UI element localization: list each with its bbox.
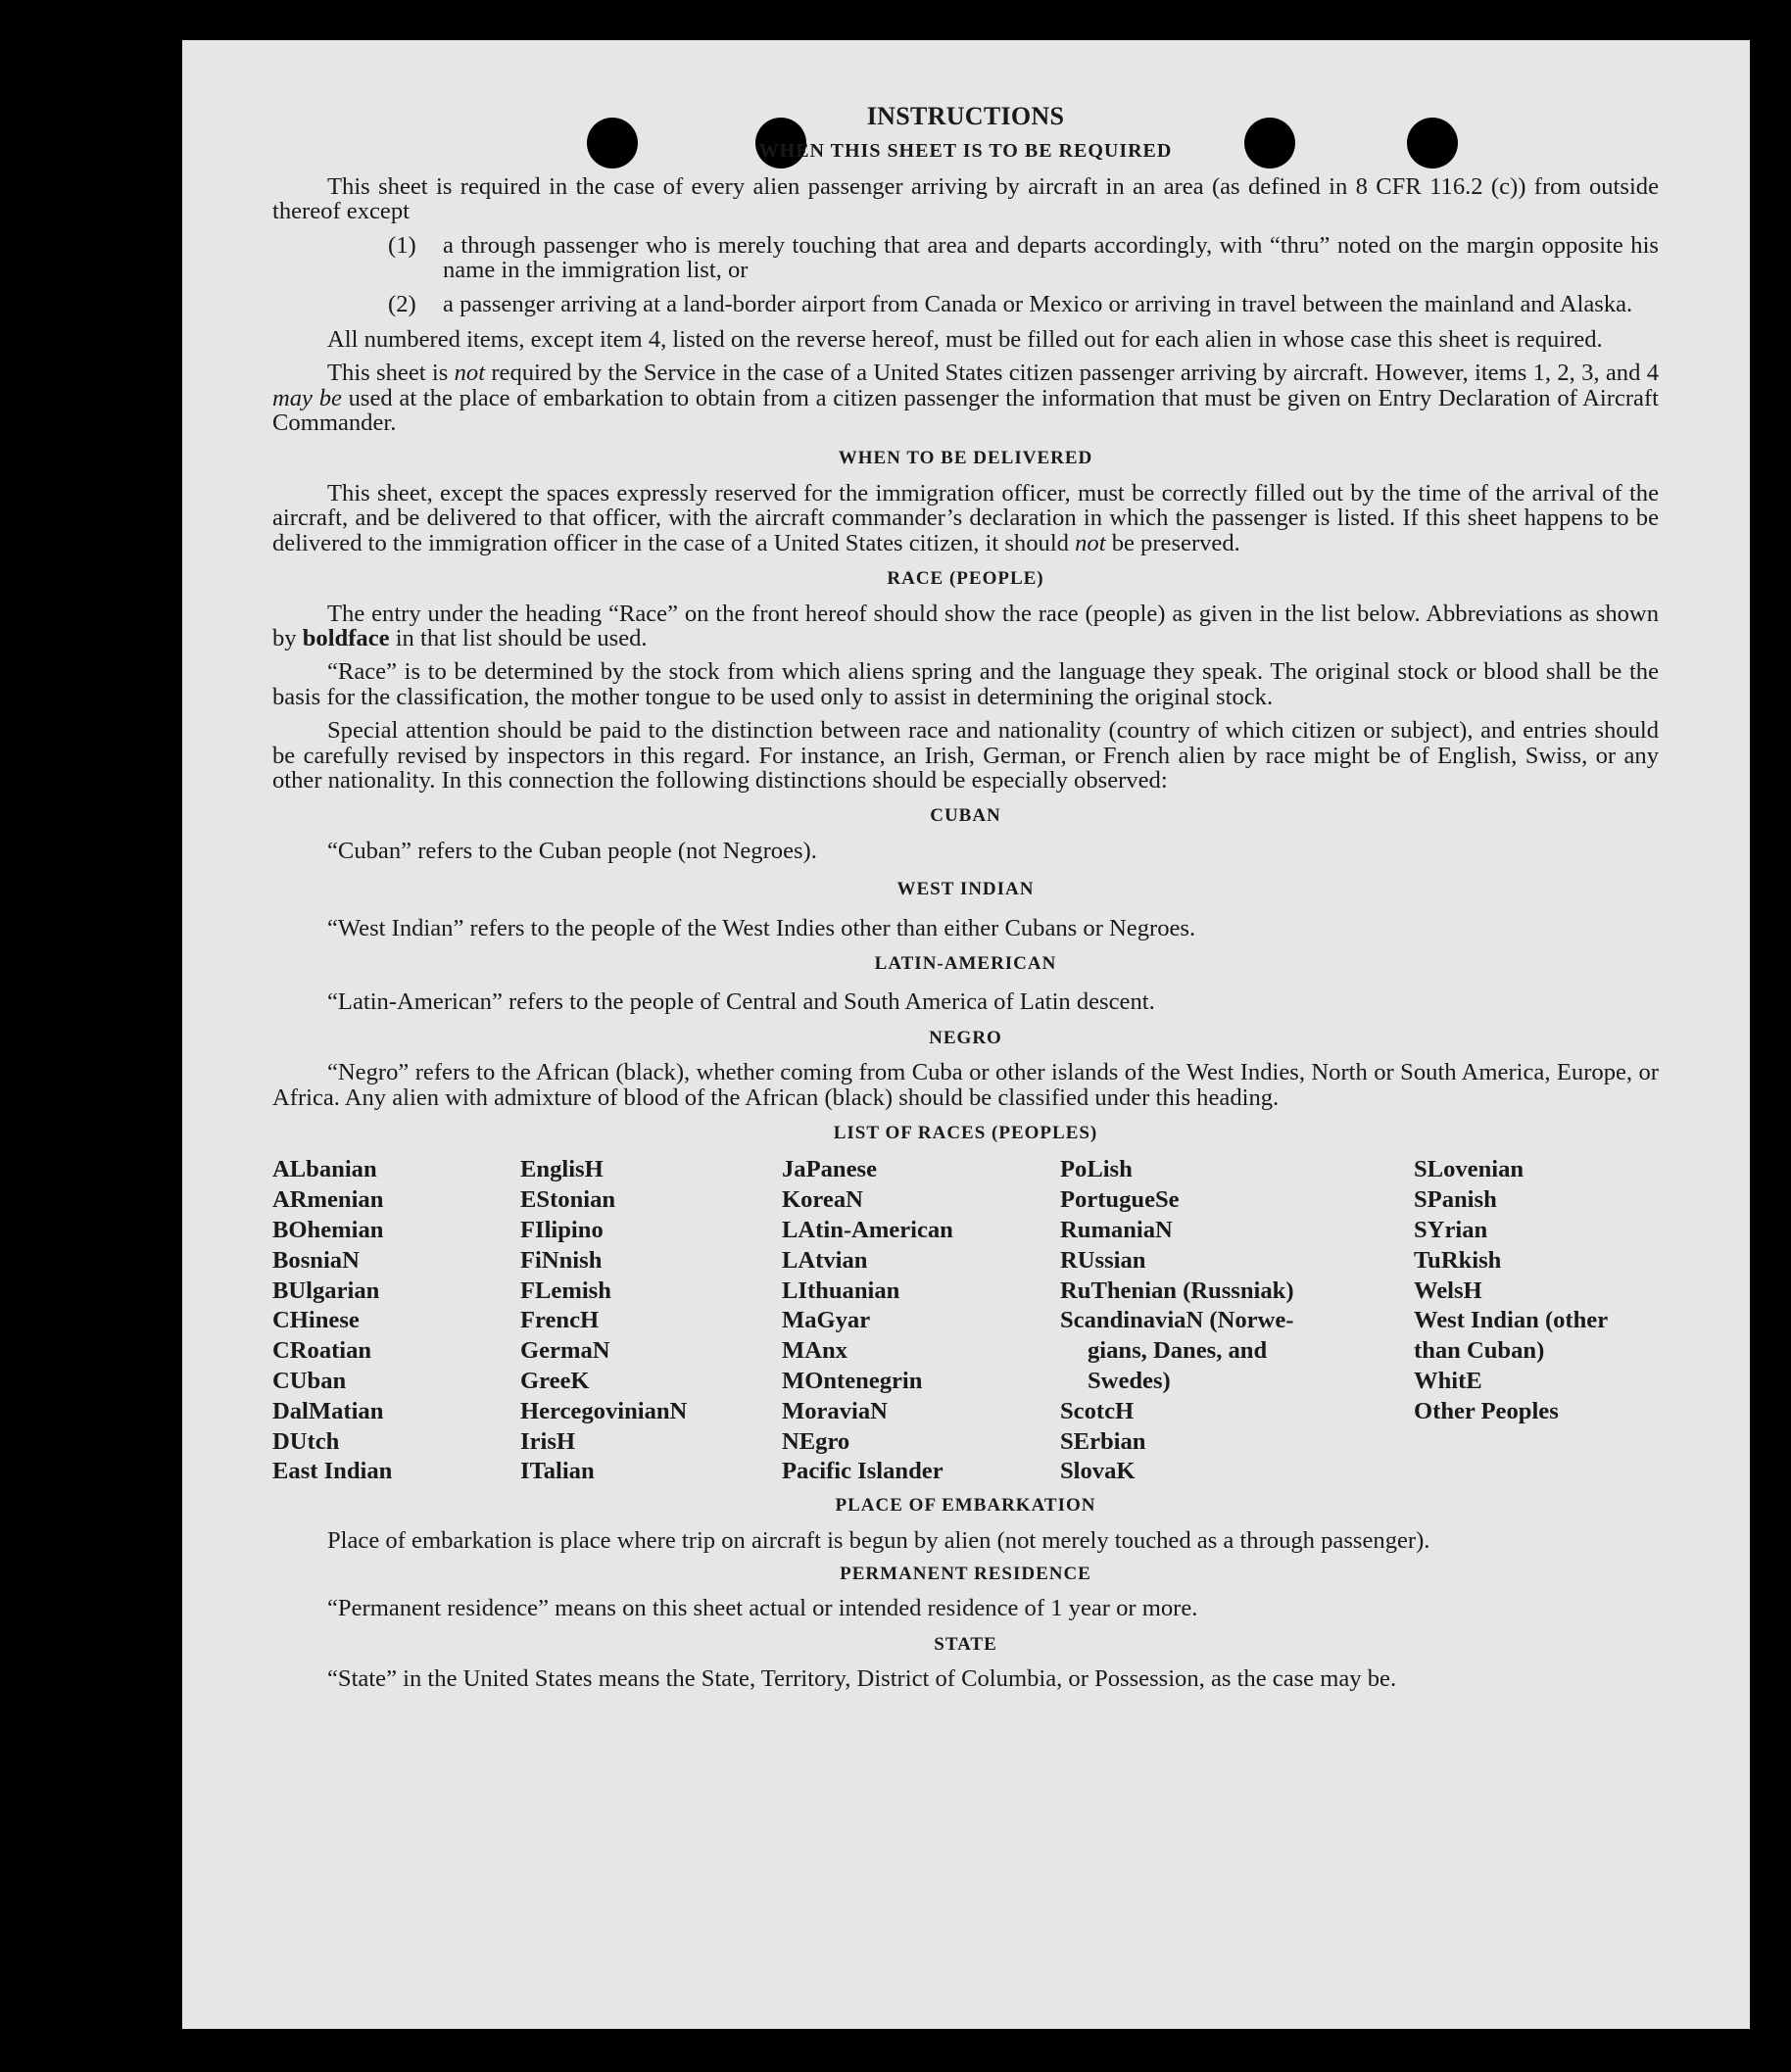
races-column-5 xyxy=(1414,1155,1659,1487)
race-entry: RumaniaN xyxy=(1060,1217,1173,1243)
page-title: INSTRUCTIONS xyxy=(866,102,1065,130)
emphasis: not xyxy=(1075,529,1106,556)
race-entry: gians, Danes, and xyxy=(1088,1337,1268,1365)
race-entry: ScandinaviaN (Norwe- xyxy=(1060,1307,1294,1334)
race-entry: CUban xyxy=(272,1367,347,1394)
race-entry: SPanish xyxy=(1414,1186,1497,1214)
emphasis: not xyxy=(454,360,486,387)
race-entry: SLovenian xyxy=(1414,1156,1525,1183)
races-column-1 xyxy=(272,1155,520,1487)
race-entry: BOhemian xyxy=(272,1217,384,1243)
race-entry: EnglisH xyxy=(520,1156,604,1183)
section-heading: WHEN TO BE DELIVERED xyxy=(838,448,1093,469)
text-run: The entry under the heading “Race” on the front hereof should show the race (people) as given in the list below. Abbreviations as shown by xyxy=(272,600,1659,651)
race-entry: East Indian xyxy=(272,1458,393,1485)
item-number: (1) xyxy=(388,231,416,259)
paragraph xyxy=(272,361,1659,435)
race-entry: MaGyar xyxy=(782,1307,871,1334)
paragraph: “State” in the United States means the State, Territory, District of Columbia, or Possession, as the case may be. xyxy=(327,1665,1397,1693)
race-entry: SYrian xyxy=(1414,1217,1488,1243)
race-entry: KoreaN xyxy=(782,1186,863,1214)
text-run: in that list should be used. xyxy=(389,624,648,651)
text-run: be preserved. xyxy=(1105,529,1240,556)
section-heading: PLACE OF EMBARKATION xyxy=(835,1495,1096,1517)
text-run: required by the Service in the case of a United States citizen passenger arriving by aircraft. However, items 1, 2, 3, and 4 xyxy=(485,360,1659,387)
race-entry: ARmenian xyxy=(272,1186,384,1214)
item-text: a passenger arriving at a land-border airport from Canada or Mexico or arriving in travel between the mainland and Alaska. xyxy=(443,291,1633,318)
races-list xyxy=(272,1155,1659,1487)
race-entry: LAtin-American xyxy=(782,1217,953,1243)
paragraph: “Cuban” refers to the Cuban people (not Negroes). xyxy=(327,837,817,864)
race-entry: JaPanese xyxy=(782,1156,877,1183)
instructions-body xyxy=(272,102,1659,1701)
list-item xyxy=(388,233,1659,283)
race-entry: NEgro xyxy=(782,1427,850,1455)
race-entry: WelsH xyxy=(1414,1277,1482,1304)
bold-text: boldface xyxy=(302,624,390,651)
races-column-3 xyxy=(782,1155,1060,1487)
text-run: This sheet is xyxy=(327,360,455,387)
item-text: a through passenger who is merely touching that area and departs accordingly, with “thru” noted on the margin opposite his name in the immigration list, or xyxy=(443,231,1659,284)
paragraph xyxy=(272,481,1659,555)
race-entry: MOntenegrin xyxy=(782,1367,923,1394)
race-entry: FIlipino xyxy=(520,1217,604,1243)
section-heading: NEGRO xyxy=(929,1027,1002,1048)
text-run: This sheet, except the spaces expressly reserved for the immigration officer, must be correctly filled out by the time of the arrival of the aircraft, and be delivered to that officer, with the aircraft commander’s declaration in which the passenger is listed. If this sheet happens to be delivered to the immigration officer in the case of a United States citizen, it should xyxy=(272,479,1659,556)
paragraph: Special attention should be paid to the distinction between race and nationality (country of which citizen or subject), and entries should be carefully revised by inspectors in this regard. For instance, an Irish, German, or French alien by race might be of English, Swiss, or any other nationality. In this connection the following distinctions should be especially observed: xyxy=(272,717,1659,794)
race-entry: DUtch xyxy=(272,1427,340,1455)
race-entry: Swedes) xyxy=(1088,1367,1171,1394)
race-entry: SErbian xyxy=(1060,1427,1146,1455)
race-entry: GreeK xyxy=(520,1367,590,1394)
race-entry: GermaN xyxy=(520,1337,610,1365)
paragraph: All numbered items, except item 4, listed on the reverse hereof, must be filled out for each alien in whose case this sheet is required. xyxy=(327,325,1603,353)
race-entry: ScotcH xyxy=(1060,1397,1135,1424)
paragraph xyxy=(272,602,1659,651)
race-entry: LIthuanian xyxy=(782,1277,900,1304)
race-entry: PortugueSe xyxy=(1060,1186,1180,1214)
race-entry: ITalian xyxy=(520,1458,595,1485)
race-entry: PoLish xyxy=(1060,1156,1133,1183)
race-entry: BosniaN xyxy=(272,1246,360,1274)
paragraph: “West Indian” refers to the people of the West Indies other than either Cubans or Negroes. xyxy=(327,914,1196,941)
race-entry: FLemish xyxy=(520,1277,611,1304)
paragraph: “Permanent residence” means on this sheet actual or intended residence of 1 year or more. xyxy=(327,1595,1198,1622)
paragraph: “Latin-American” refers to the people of Central and South America of Latin descent. xyxy=(327,988,1155,1016)
race-entry: SlovaK xyxy=(1060,1458,1136,1485)
section-heading: WHEN THIS SHEET IS TO BE REQUIRED xyxy=(758,140,1173,163)
race-entry: CRoatian xyxy=(272,1337,372,1365)
race-entry: MoraviaN xyxy=(782,1397,888,1424)
race-entry: LAtvian xyxy=(782,1246,868,1274)
race-entry: DalMatian xyxy=(272,1397,384,1424)
section-heading: STATE xyxy=(934,1633,997,1655)
race-entry: than Cuban) xyxy=(1414,1337,1545,1365)
race-entry: BUlgarian xyxy=(272,1277,380,1304)
race-entry: West Indian (other xyxy=(1414,1307,1609,1334)
race-entry: IrisH xyxy=(520,1427,576,1455)
race-entry: Other Peoples xyxy=(1414,1397,1559,1424)
race-entry: Pacific Islander xyxy=(782,1458,944,1485)
paragraph: This sheet is required in the case of every alien passenger arriving by aircraft in an area (as defined in 8 CFR 116.2 (c)) from outside thereof except xyxy=(272,172,1659,225)
race-entry: WhitE xyxy=(1414,1367,1482,1394)
race-entry: RuThenian (Russniak) xyxy=(1060,1277,1294,1304)
item-number: (2) xyxy=(388,291,416,318)
section-heading: PERMANENT RESIDENCE xyxy=(840,1563,1091,1584)
section-heading: RACE (PEOPLE) xyxy=(887,568,1044,590)
paragraph: “Race” is to be determined by the stock from which aliens spring and the language they speak. The original stock or blood shall be the basis for the classification, the mother tongue to be used only to assist in determining the original stock. xyxy=(272,658,1659,710)
race-entry: RUssian xyxy=(1060,1246,1146,1274)
race-entry: ALbanian xyxy=(272,1156,377,1183)
paragraph: “Negro” refers to the African (black), whether coming from Cuba or other islands of the West Indies, North or South America, Europe, or Africa. Any alien with admixture of blood of the African (black) should be classified under this heading. xyxy=(272,1059,1659,1111)
races-column-4 xyxy=(1060,1155,1414,1487)
races-column-2 xyxy=(520,1155,782,1487)
text-run: used at the place of embarkation to obtain from a citizen passenger the information that must be given on Entry Declaration of Aircraft Commander. xyxy=(272,384,1659,437)
race-entry: FiNnish xyxy=(520,1246,603,1274)
paragraph: Place of embarkation is place where trip on aircraft is begun by alien (not merely touched as a through passenger). xyxy=(327,1526,1430,1554)
race-entry: CHinese xyxy=(272,1307,360,1334)
race-entry: MAnx xyxy=(782,1337,847,1365)
race-entry: TuRkish xyxy=(1414,1246,1502,1274)
section-heading: LATIN-AMERICAN xyxy=(874,952,1057,974)
race-entry: HercegovinianN xyxy=(520,1397,688,1424)
section-heading: WEST INDIAN xyxy=(896,879,1035,900)
race-entry: EStonian xyxy=(520,1186,616,1214)
emphasis: may be xyxy=(272,384,342,411)
list-item xyxy=(388,292,1659,316)
section-heading: CUBAN xyxy=(930,805,1001,827)
race-entry: FrencH xyxy=(520,1307,600,1334)
section-heading: LIST OF RACES (PEOPLES) xyxy=(833,1123,1098,1143)
